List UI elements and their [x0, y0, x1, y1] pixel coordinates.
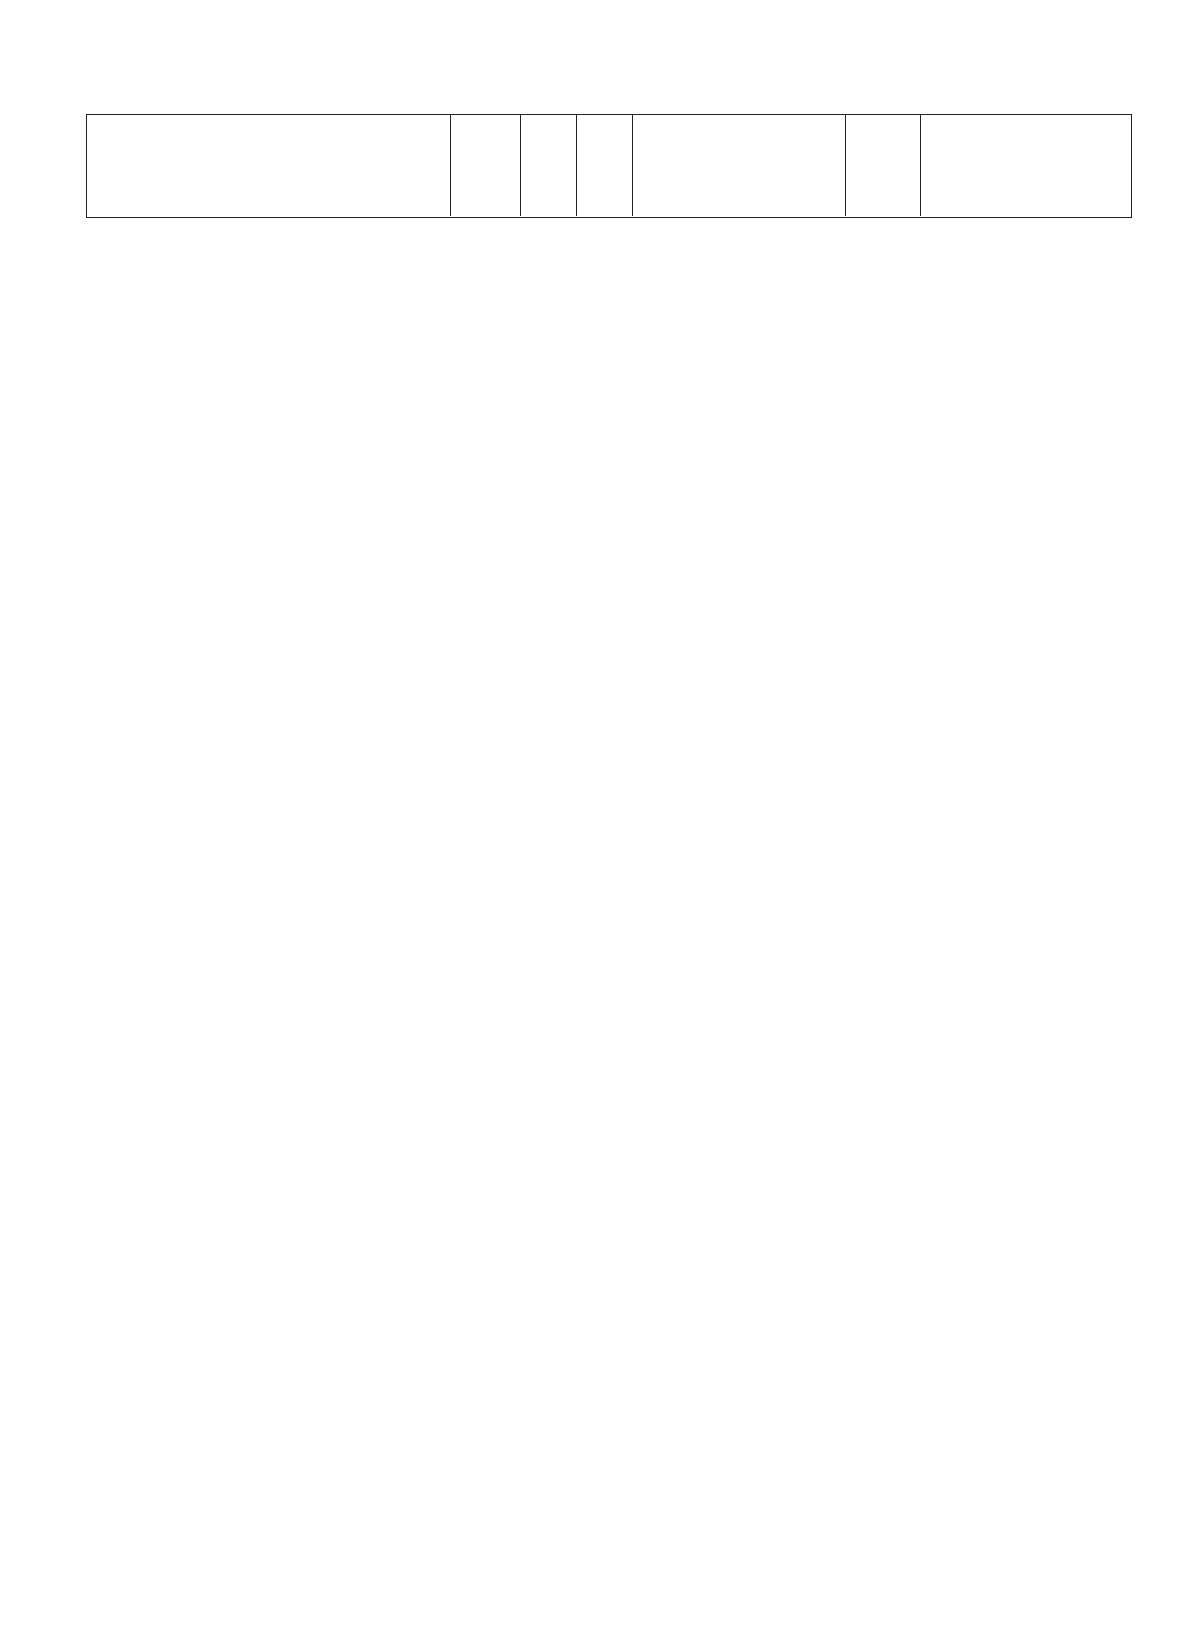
header-sum — [921, 115, 1131, 216]
table-header — [86, 114, 1132, 218]
header-name — [87, 115, 451, 216]
header-pr — [577, 115, 633, 216]
header-csr — [633, 115, 846, 216]
header-kvsr — [451, 115, 521, 216]
header-rz — [521, 115, 577, 216]
header-vr — [846, 115, 921, 216]
